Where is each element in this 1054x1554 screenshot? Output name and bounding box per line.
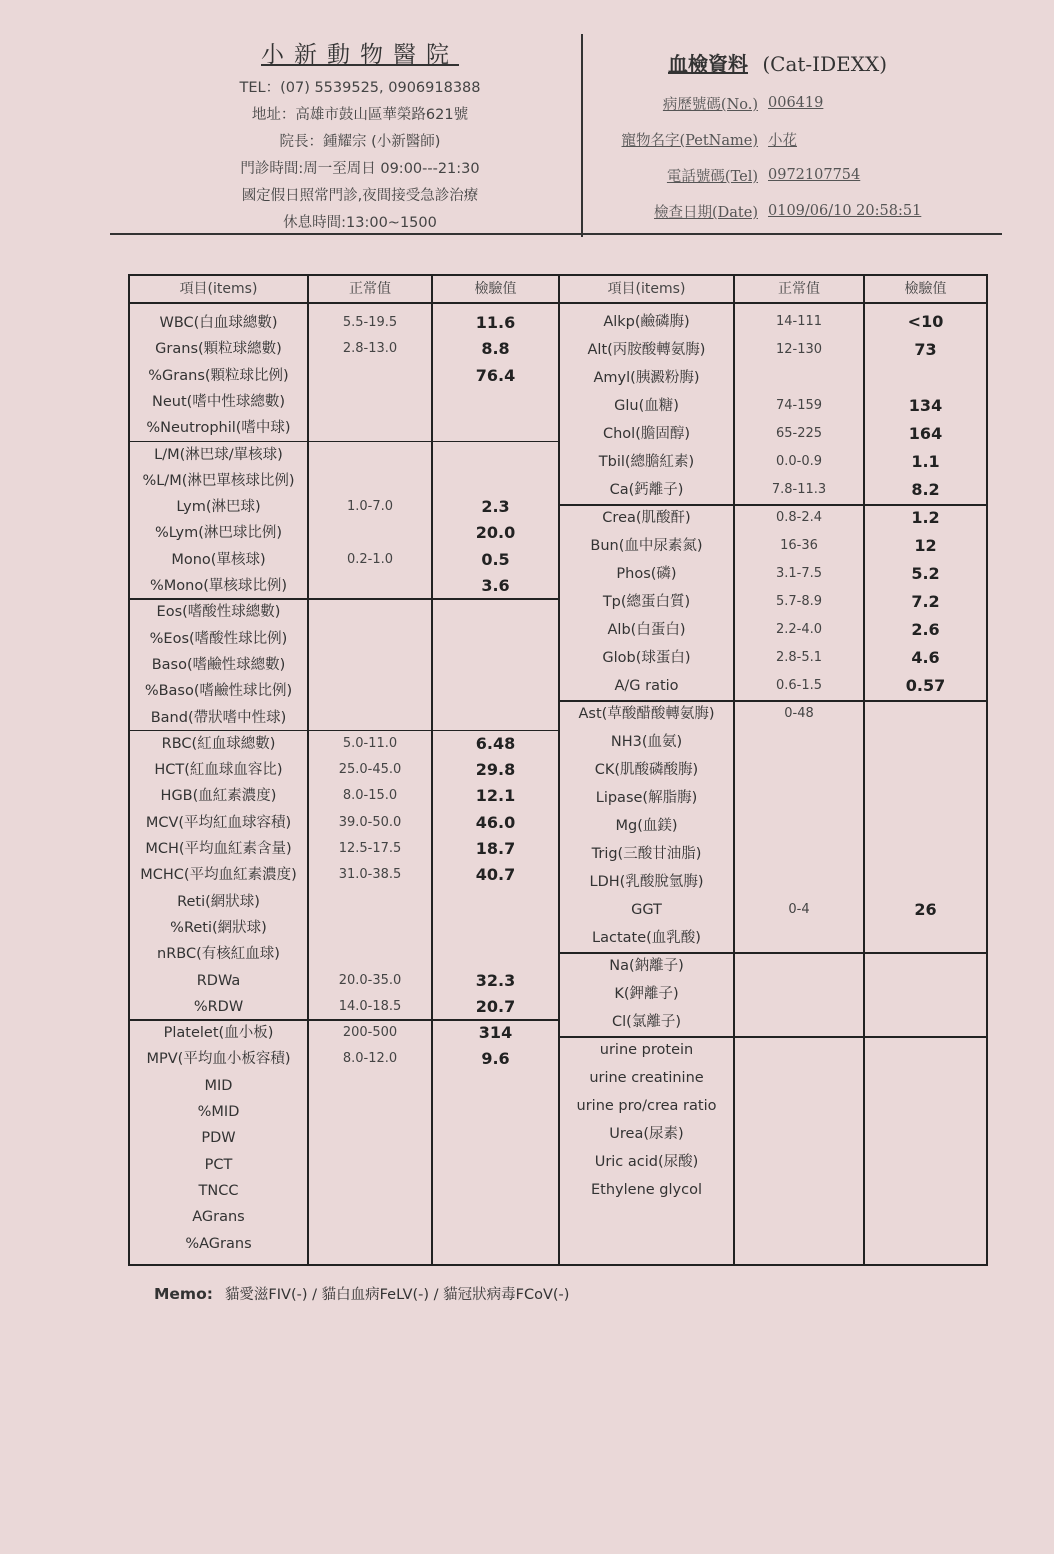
right-item-result: 26 [914, 900, 937, 919]
right-item-normal: 16-36 [780, 538, 818, 553]
left-item-result: 12.1 [475, 786, 516, 806]
left-item-name: WBC(白血球總數) [159, 315, 278, 331]
right-item-name: Glob(球蛋白) [602, 650, 691, 666]
right-item-result [865, 365, 986, 391]
left-item-normal: 5.5-19.5 [342, 315, 398, 330]
left-item-result [433, 1152, 558, 1178]
right-item-normal: 0-48 [784, 706, 814, 721]
right-item-name: Phos(磷) [616, 566, 677, 582]
right-item-normal [735, 729, 863, 755]
right-item-result: 12 [914, 536, 937, 555]
left-item-normal: 20.0-35.0 [338, 972, 402, 988]
right-item-normal [735, 925, 863, 951]
left-item-name: HCT(紅血球血容比) [154, 762, 283, 779]
left-item-name: Grans(顆粒球總數) [155, 341, 282, 358]
left-item-result [433, 889, 558, 915]
right-item-normal [735, 365, 863, 391]
right-item-normal [735, 1093, 863, 1119]
results-table [128, 274, 988, 1266]
left-item-normal: 12.5-17.5 [338, 841, 402, 856]
right-item-result [865, 1093, 986, 1119]
left-item-normal [309, 1152, 431, 1178]
group-separator [560, 504, 988, 506]
group-separator [560, 700, 988, 702]
left-item-result [433, 915, 558, 941]
left-item-result: 9.6 [481, 1049, 510, 1069]
left-item-normal: 31.0-38.5 [338, 867, 402, 883]
left-item-result [433, 1231, 558, 1257]
right-item-result [865, 869, 986, 895]
left-item-normal [309, 389, 431, 415]
report-field-date [590, 193, 990, 229]
left-item-result [433, 1073, 558, 1099]
right-item-result [865, 981, 986, 1007]
right-item-normal: 7.8-11.3 [771, 482, 827, 497]
memo [154, 1283, 569, 1304]
left-item-name: Lym(淋巴球) [176, 499, 261, 516]
right-item-normal: 0-4 [788, 902, 810, 917]
left-item-normal: 2.8-13.0 [342, 341, 398, 357]
left-item-normal: 25.0-45.0 [338, 762, 402, 778]
right-item-name: Alt(丙胺酸轉氨脢) [587, 342, 706, 358]
right-item-name: Cl(氯離子) [612, 1014, 681, 1030]
clinic-header [195, 36, 525, 237]
right-item-name: urine protein [599, 1042, 694, 1058]
left-item-normal: 8.0-12.0 [342, 1051, 398, 1067]
field-label: 檢查日期(Date) [654, 204, 758, 221]
left-item-result: 2.3 [481, 497, 510, 517]
right-item-result: 0.57 [905, 676, 946, 695]
left-item-name: %L/M(淋巴單核球比例) [142, 472, 295, 489]
right-item-name: Chol(膽固醇) [602, 426, 691, 442]
left-item-normal [309, 1099, 431, 1125]
right-item-normal: 0.0-0.9 [775, 454, 823, 469]
report-field-no [590, 85, 990, 121]
left-item-name: MCV(平均紅血球容積) [145, 814, 292, 831]
right-item-result [865, 785, 986, 811]
header-result-right: 檢驗值 [904, 281, 947, 297]
right-item-normal [735, 841, 863, 867]
group-separator [130, 1019, 558, 1021]
right-item-name: Glu(血糖) [614, 398, 679, 414]
right-item-result [865, 757, 986, 783]
left-item-name: MCH(平均血紅素含量) [145, 841, 292, 857]
right-item-name: urine pro/crea ratio [576, 1098, 717, 1114]
right-item-normal [735, 1009, 863, 1035]
right-item-normal [735, 1065, 863, 1091]
clinic-director: 院長：鍾耀宗 (小新醫師) [279, 134, 441, 150]
clinic-hours: 門診時間:周一至周日 09:00---21:30 [240, 161, 480, 177]
field-label: 電話號碼(Tel) [666, 168, 758, 185]
left-item-name: nRBC(有核紅血球) [157, 946, 280, 963]
left-item-normal [309, 915, 431, 941]
left-item-name: Baso(嗜鹼性球總數) [151, 656, 286, 673]
right-item-result [865, 925, 986, 951]
left-item-name: Eos(嗜酸性球總數) [156, 604, 281, 621]
field-value: 0109/06/10 20:58:51 [768, 203, 922, 219]
left-item-normal [309, 1231, 431, 1257]
left-item-normal [309, 1125, 431, 1151]
right-item-name: GGT [631, 902, 662, 918]
left-item-normal [309, 573, 431, 599]
left-item-normal [309, 626, 431, 652]
right-item-name: Alkp(鹼磷脢) [603, 314, 690, 330]
right-item-name: Alb(白蛋白) [607, 622, 686, 638]
right-item-name: Tp(總蛋白質) [602, 594, 691, 610]
right-item-name: Ethylene glycol [591, 1182, 702, 1198]
header-items-right: 項目(items) [607, 281, 686, 297]
right-item-result: 1.2 [911, 508, 940, 527]
left-item-result [433, 468, 558, 494]
header-vertical-divider [581, 34, 583, 237]
left-item-result: 11.6 [475, 313, 516, 332]
left-item-result [433, 652, 558, 678]
right-item-result: 2.6 [911, 620, 940, 639]
memo-text: 貓愛滋FIV(-) / 貓白血病FeLV(-) / 貓冠狀病毒FCoV(-) [224, 1287, 570, 1303]
clinic-break-time: 休息時間:13:00~1500 [283, 215, 437, 231]
left-item-normal [309, 599, 431, 625]
left-item-name: AGrans [192, 1209, 245, 1226]
clinic-address: 地址：高雄市鼓山區華榮路621號 [251, 107, 469, 123]
left-item-result: 6.48 [475, 733, 516, 753]
right-item-normal: 0.8-2.4 [775, 510, 823, 525]
header-result-left: 檢驗值 [474, 281, 517, 297]
left-item-normal [309, 678, 431, 704]
right-item-result: 5.2 [911, 564, 940, 583]
group-separator [560, 952, 988, 954]
left-item-normal [309, 468, 431, 494]
right-item-name: Uric acid(尿酸) [594, 1154, 699, 1170]
right-item-result [865, 953, 986, 979]
right-item-name: Crea(肌酸酐) [602, 510, 691, 526]
left-item-normal: 5.0-11.0 [342, 735, 398, 751]
left-item-name: HGB(血紅素濃度) [160, 788, 277, 805]
right-item-normal [735, 1037, 863, 1063]
field-value: 小花 [768, 132, 797, 149]
report-title-sub: (Cat-IDEXX) [762, 52, 887, 76]
left-item-normal: 14.0-18.5 [338, 998, 402, 1014]
right-item-name: Trig(三酸甘油脂) [591, 846, 702, 862]
left-item-result [433, 415, 558, 441]
left-item-result: 76.4 [475, 365, 516, 385]
right-item-result: 73 [914, 340, 937, 359]
right-item-result [865, 841, 986, 867]
right-item-name: Ast(草酸醋酸轉氨脢) [578, 706, 715, 722]
left-item-normal [309, 415, 431, 441]
right-item-normal: 65-225 [775, 426, 823, 441]
left-item-result [433, 705, 558, 731]
right-item-normal: 2.8-5.1 [775, 650, 823, 665]
left-item-result: 314 [478, 1023, 513, 1043]
right-item-normal: 5.7-8.9 [775, 594, 823, 609]
report-field-tel [590, 157, 990, 193]
right-item-name: Lipase(解脂脢) [595, 790, 698, 806]
group-separator [130, 730, 558, 732]
left-item-name: %Lym(淋巴球比例) [154, 525, 283, 542]
right-item-result: 4.6 [911, 648, 940, 667]
right-item-normal [735, 1121, 863, 1147]
left-item-name: %AGrans [185, 1235, 252, 1252]
field-label: 寵物名字(PetName) [621, 132, 758, 149]
left-item-normal [309, 442, 431, 468]
right-item-result [865, 1177, 986, 1203]
left-item-name: MCHC(平均血紅素濃度) [140, 867, 297, 884]
left-item-result [433, 1178, 558, 1204]
left-item-name: %RDW [193, 998, 244, 1015]
right-item-normal [735, 981, 863, 1007]
left-item-normal [309, 652, 431, 678]
left-item-result [433, 678, 558, 704]
memo-label: Memo: [154, 1285, 213, 1303]
left-item-result [433, 442, 558, 468]
field-label: 病歷號碼(No.) [662, 96, 758, 113]
field-value: 006419 [768, 95, 824, 111]
table-header-row [130, 276, 986, 304]
left-item-name: Band(帶狀嗜中性球) [150, 709, 287, 726]
right-item-name: A/G ratio [614, 678, 679, 694]
left-item-name: %Neutrophil(嗜中球) [146, 420, 291, 437]
left-item-name: MPV(平均血小板容積) [146, 1051, 291, 1068]
right-item-normal: 3.1-7.5 [775, 566, 823, 581]
right-item-normal: 0.6-1.5 [775, 678, 823, 693]
left-item-normal [309, 363, 431, 389]
right-item-result [865, 1121, 986, 1147]
right-item-result [865, 701, 986, 727]
right-item-result [865, 1009, 986, 1035]
left-item-result [433, 941, 558, 967]
left-item-normal: 200-500 [342, 1025, 398, 1041]
right-item-normal [735, 1149, 863, 1175]
right-item-result: 134 [908, 396, 943, 415]
left-item-normal [309, 1073, 431, 1099]
header-normal-right: 正常值 [778, 281, 820, 297]
left-item-name: Neut(嗜中性球總數) [152, 393, 285, 410]
left-item-name: Platelet(血小板) [163, 1025, 274, 1042]
right-item-normal [735, 1177, 863, 1203]
field-value: 0972107754 [768, 167, 861, 183]
right-item-name: Mg(血鎂) [615, 818, 678, 834]
right-item-name: LDH(乳酸脫氫脢) [589, 874, 704, 890]
left-item-name: Reti(網狀球) [177, 893, 260, 910]
right-item-normal [735, 813, 863, 839]
left-item-name: %MID [197, 1104, 240, 1120]
left-item-name: TNCC [198, 1182, 239, 1199]
right-item-normal: 12-130 [775, 342, 823, 357]
left-item-result: 0.5 [481, 549, 510, 569]
left-item-normal [309, 520, 431, 546]
header-normal-left: 正常值 [349, 281, 391, 297]
left-item-result: 8.8 [481, 339, 510, 359]
left-item-result: 46.0 [475, 812, 516, 832]
report-title [668, 48, 990, 77]
left-item-normal [309, 705, 431, 731]
right-item-name: CK(肌酸磷酸脢) [594, 762, 699, 778]
left-item-result: 20.0 [475, 523, 516, 543]
right-item-name: NH3(血氨) [610, 734, 683, 750]
left-item-normal: 1.0-7.0 [346, 499, 394, 515]
left-item-normal [309, 941, 431, 967]
right-item-result [865, 813, 986, 839]
left-item-name: %Baso(嗜鹼性球比例) [144, 683, 293, 700]
right-item-result [865, 1065, 986, 1091]
group-separator [560, 1036, 988, 1038]
right-item-name: Ca(鈣離子) [609, 482, 684, 498]
left-item-name: RDWa [196, 972, 241, 989]
right-item-normal [735, 869, 863, 895]
right-item-result: 1.1 [911, 452, 940, 471]
right-item-result [865, 1149, 986, 1175]
right-item-result [865, 729, 986, 755]
left-item-result: 20.7 [475, 996, 516, 1016]
left-item-result [433, 626, 558, 652]
left-item-normal: 39.0-50.0 [338, 814, 402, 830]
report-title-main: 血檢資料 [668, 52, 748, 76]
left-item-normal [309, 1204, 431, 1230]
right-item-name: Na(鈉離子) [609, 958, 684, 974]
left-item-name: RBC(紅血球總數) [161, 735, 276, 752]
left-item-result: 3.6 [481, 576, 510, 595]
left-item-result: 18.7 [475, 839, 516, 858]
report-field-petname [590, 121, 990, 157]
left-item-name: %Grans(顆粒球比例) [148, 367, 289, 384]
right-item-name: Bun(血中尿素氮) [590, 538, 703, 554]
header-horizontal-divider [110, 233, 1002, 235]
right-item-name: urine creatinine [589, 1070, 704, 1086]
right-item-result [865, 1037, 986, 1063]
left-item-result [433, 1099, 558, 1125]
left-item-name: %Eos(嗜酸性球比例) [149, 630, 288, 647]
left-item-normal: 0.2-1.0 [346, 551, 394, 567]
right-item-normal [735, 757, 863, 783]
right-item-name: Amyl(胰澱粉脢) [593, 370, 700, 386]
right-item-result: 164 [908, 424, 943, 443]
right-item-name: Lactate(血乳酸) [592, 930, 701, 946]
right-item-name: Urea(尿素) [609, 1126, 684, 1142]
left-item-name: PDW [201, 1130, 236, 1147]
left-item-name: Mono(單核球) [171, 551, 266, 568]
left-item-normal [309, 1178, 431, 1204]
left-item-normal [309, 889, 431, 915]
left-item-result: 40.7 [475, 865, 516, 885]
left-item-result [433, 1204, 558, 1230]
left-item-name: %Mono(單核球比例) [149, 578, 288, 594]
left-item-result [433, 389, 558, 415]
left-item-normal: 8.0-15.0 [342, 788, 398, 804]
clinic-holiday-note: 國定假日照常門診,夜間接受急診治療 [241, 188, 479, 204]
left-item-result [433, 1125, 558, 1151]
left-item-name: MID [204, 1077, 233, 1094]
right-item-result: 8.2 [911, 480, 940, 499]
clinic-name: 小新動物醫院 [261, 42, 459, 68]
left-item-name: PCT [204, 1156, 233, 1173]
right-item-normal [735, 953, 863, 979]
right-item-name: Tbil(總膽紅素) [598, 454, 695, 470]
right-item-result: <10 [907, 312, 944, 331]
header-items-left: 項目(items) [179, 281, 258, 297]
group-separator [130, 441, 558, 443]
left-item-name: %Reti(網狀球) [170, 919, 267, 936]
right-item-normal: 2.2-4.0 [775, 622, 823, 637]
left-item-result [433, 599, 558, 625]
clinic-phone: TEL：(07) 5539525, 0906918388 [239, 80, 481, 96]
left-item-result: 29.8 [475, 760, 516, 780]
right-item-normal: 14-111 [775, 314, 823, 329]
right-item-normal [735, 785, 863, 811]
report-header [590, 48, 990, 229]
right-item-normal: 74-159 [775, 398, 823, 413]
group-separator [130, 598, 558, 600]
left-item-name: L/M(淋巴球/單核球) [154, 446, 283, 463]
left-item-result: 32.3 [475, 970, 516, 990]
right-item-name: K(鉀離子) [614, 986, 679, 1002]
right-item-result: 7.2 [911, 592, 940, 611]
